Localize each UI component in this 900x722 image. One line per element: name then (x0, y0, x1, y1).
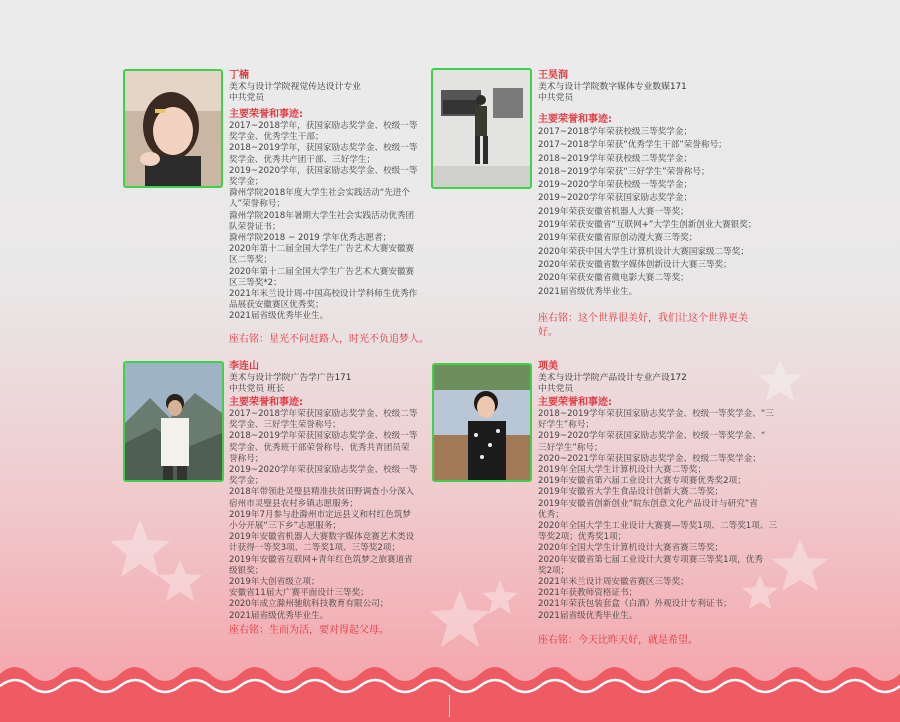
honor-item: 奖学金、优秀共产团干部、三好学生； (229, 154, 376, 165)
honor-item: 滁州学院2018 ~ 2019 学年优秀志愿者； (229, 233, 392, 244)
honor-item: 2020年第十二届全国大学生广告艺术大赛安徽赛 (229, 244, 415, 255)
honor-item: 三好学生”称号； (538, 442, 603, 453)
honor-item: 滁州学院2018年度大学生社会实践活动“先进个 (229, 188, 411, 199)
honor-item: 2019~2020学年荣获国家励志奖学金、校级一等奖学金、“ (538, 431, 766, 442)
honor-item: 区三等奖*2； (229, 277, 282, 288)
honor-item: 奖学金、优秀班干部荣誉称号、优秀共青团员荣 (229, 442, 410, 453)
honor-item: 宿州市灵璧县农村乡镇志愿服务； (229, 498, 358, 509)
honor-item: 2017~2018学年荣获国家励志奖学金、校级二等 (229, 409, 418, 419)
honor-item: 2021年荣获包装套盒（白酒）外观设计专利证书； (538, 599, 732, 610)
party-status: 中共党员 (229, 93, 265, 103)
honor-item: 2018年带领赴灵璧县精准扶贫田野调查小分深入 (229, 487, 415, 498)
honor-item: 2018~2019学年荣获国家励志奖学金、校级一等奖学金、“三 (538, 409, 774, 419)
honor-item: 人”荣誉称号； (229, 199, 286, 210)
honor-item: 奖2项； (538, 565, 570, 576)
honor-item: 2017~2018学年荣获校级三等奖学金； (538, 127, 693, 137)
honor-item: 区二等奖； (229, 255, 272, 266)
motto: 座右铭：生而为活，要对得起父母。 (229, 624, 389, 636)
honor-item: 好学生”称号； (538, 420, 595, 431)
profile-photo-2 (431, 68, 532, 189)
profile-photo-4 (432, 363, 532, 482)
honors-list (229, 121, 434, 323)
honor-item: 2019年安徽省创新创业“皖东创意文化产品设计与研究”省 (538, 498, 758, 509)
honor-item: 奖学金、优秀学生干部； (229, 132, 324, 143)
honor-item: 奖学金； (229, 476, 264, 487)
honors-list (538, 126, 788, 299)
honor-item: 2019~2020学年荣获国家励志奖学金、校级一等 (229, 465, 418, 476)
honors-title: 主要荣誉和事迹: (229, 109, 303, 120)
honor-item: 2020年全国大学生工业设计大赛赛—等奖1项、二等奖1项、三 (538, 521, 778, 532)
honor-item: 2019年荣获安徽省“互联网+”大学生创新创业大赛银奖； (538, 220, 757, 231)
honor-item: 2021届省级优秀毕业生。 (538, 610, 638, 621)
person-name: 项美 (538, 361, 558, 372)
honor-item: 级银奖； (229, 565, 264, 576)
honor-item: 2020年第十二届全国大学生广告艺术大赛安徽赛 (229, 266, 415, 277)
honor-item: 2021年米兰设计周-中国高校设计学科师生优秀作 (229, 289, 418, 300)
party-status: 中共党员 (538, 93, 574, 103)
honor-item: 计获得一等奖3项、二等奖1项、三等奖2项； (229, 543, 401, 554)
motto: 座右铭：今天比昨天好，就是希望。 (538, 634, 698, 646)
honor-item: 2020年成立滁州驰航科技教育有限公司； (229, 599, 389, 610)
person-name: 王昊润 (538, 70, 568, 81)
honor-item: 优秀； (538, 509, 564, 520)
honor-item: 2020~2021学年荣获国家励志奖学金、校级二等奖学金； (538, 453, 761, 464)
profile-photo-3 (123, 361, 224, 482)
honors-title: 主要荣誉和事迹: (538, 114, 612, 125)
honor-item: 2019年荣获安徽省原创动漫大赛三等奖； (538, 233, 698, 244)
honor-item: 2019年安徽省第六届工业设计大赛专项赛优秀奖2项； (538, 476, 746, 487)
honors-list (538, 409, 790, 622)
honor-item: 2019~2020学年荣获校级一等奖学金； (538, 180, 693, 191)
honor-item: 2019~2020学年，获国家励志奖学金、校级一等 (229, 165, 418, 176)
honor-item: 2020年荣获安徽省数字媒体创新设计大赛三等奖； (538, 259, 732, 270)
page-fold-divider (449, 695, 450, 717)
honor-item: 品展获安徽赛区优秀奖； (229, 300, 324, 311)
honor-item: 2017~2018学年荣获“优秀学生干部”荣誉称号； (538, 140, 727, 151)
honor-item: 小分开展“三下乡”志愿服务； (229, 521, 342, 532)
honor-item: 2019年全国大学生计算机设计大赛二等奖； (538, 465, 706, 476)
honor-item: 2021届省级优秀毕业生。 (538, 286, 638, 297)
honor-item: 2019年荣获安徽省机器人大赛一等奖； (538, 206, 689, 217)
motto-line: 座右铭：这个世界很美好，我们让这个世界更美 (538, 312, 748, 324)
honor-item: 誉称号； (229, 453, 264, 464)
department: 美术与设计学院产品设计专业产设172 (538, 373, 687, 383)
honor-item: 2018~2019学年荣获校级二等奖学金； (538, 153, 693, 164)
honors-title: 主要荣誉和事迹: (538, 397, 612, 408)
party-status: 中共党员 (538, 384, 574, 394)
department: 美术与设计学院数字媒体专业数媒171 (538, 82, 687, 92)
department: 美术与设计学院广告学广告171 (229, 373, 352, 383)
honor-item: 2021届省级优秀毕业生。 (229, 610, 329, 621)
honor-item: 2017~2018学年，获国家励志奖学金、校级一等 (229, 121, 418, 131)
honor-item: 滁州学院2018年暑期大学生社会实践活动优秀团 (229, 210, 415, 221)
honor-item: 2020年安徽省第七届工业设计大赛专项赛三等奖1项，优秀 (538, 554, 763, 565)
honor-item: 2018~2019学年，获国家励志奖学金、校级一等 (229, 143, 418, 154)
party-status: 中共党员 班长 (229, 384, 285, 394)
honor-item: 2019年安徽省互联网+青年红色筑梦之旅赛道省 (229, 554, 413, 565)
honor-item: 2020年全国大学生计算机设计大赛省赛三等奖； (538, 543, 724, 554)
honor-item: 2020年荣获中国大学生计算机设计大赛国家级二等奖； (538, 246, 749, 257)
bottom-wave-band (0, 660, 900, 722)
motto-line: 好。 (538, 326, 558, 338)
honors-title: 主要荣誉和事迹: (229, 397, 303, 408)
honor-item: 2019~2020学年荣获国家励志奖学金； (538, 193, 693, 204)
honor-item: 队荣誉证书； (229, 221, 281, 232)
person-name: 丁楠 (229, 70, 249, 81)
honor-item: 2018~2019学年荣获“三好学生”荣誉称号； (538, 166, 710, 177)
honor-item: 2021年获教师资格证书； (538, 588, 638, 599)
motto (538, 312, 788, 340)
profile-photo-1 (123, 69, 223, 188)
honor-item: 2021年米兰设计周安徽省赛区三等奖； (538, 577, 689, 588)
honor-item: 2018~2019学年荣获国家励志奖学金、校级一等 (229, 431, 418, 442)
honor-item: 2019年安徽省大学生食品设计创新大赛二等奖； (538, 487, 724, 498)
department: 美术与设计学院视觉传达设计专业 (229, 82, 361, 92)
honor-item: 安徽省11届大广赛平面设计三等奖； (229, 588, 369, 599)
honor-item: 等奖2项；优秀奖1项； (538, 532, 627, 543)
honor-item: 奖学金； (229, 177, 264, 188)
honor-item: 2019年大创省级立项； (229, 577, 320, 588)
motto: 座右铭：星光不问赶路人，时光不负追梦人。 (229, 333, 429, 345)
honor-item: 2019年安徽省机器人大赛数字媒体竞赛艺术类设 (229, 532, 415, 543)
honor-item: 2021届省级优秀毕业生。 (229, 311, 329, 322)
honor-item: 2019年7月参与赴滁州市定远县义和村红色筑梦 (229, 509, 412, 520)
honors-list (229, 409, 439, 622)
person-name: 李连山 (229, 361, 259, 372)
honor-item: 2020年荣获安徽省微电影大赛二等奖； (538, 273, 689, 284)
honor-item: 奖学金、三好学生荣誉称号； (229, 420, 341, 431)
